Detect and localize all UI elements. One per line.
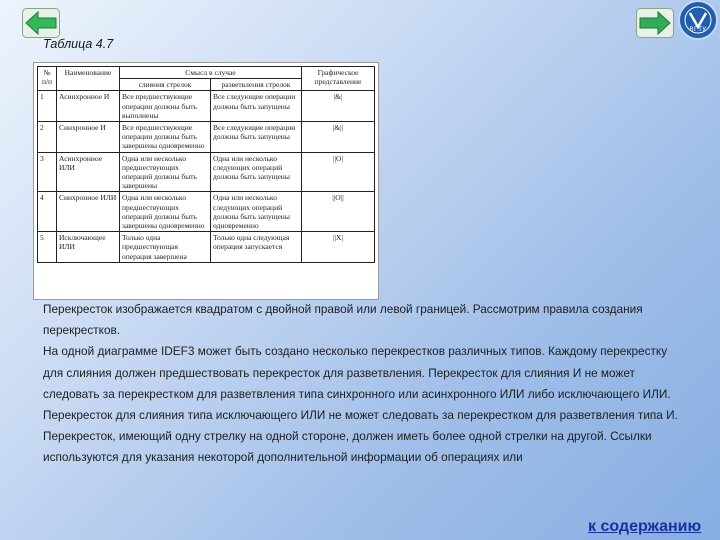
table-image — [33, 62, 379, 300]
cell-graphic: ||O| — [302, 152, 375, 192]
header-name: Наименование — [57, 67, 120, 91]
paragraph: Перекресток изображается квадратом с двойной правой или левой границей. Рассмотрим правила создания перекрестков. — [43, 302, 643, 338]
body-text — [43, 299, 683, 469]
paragraph: Перекресток для слияния типа исключающего ИЛИ не может следовать за перекрестком для разветвления типа И. — [43, 408, 678, 423]
cell-num: 4 — [38, 192, 57, 232]
header-graphic: Графическое представление — [302, 67, 375, 91]
cell-merge: Одна или несколько предшествующих операций должны быть завершены одновременно — [120, 192, 211, 232]
header-num: № п/п — [38, 67, 57, 91]
cell-num: 2 — [38, 122, 57, 153]
table-caption: Таблица 4.7 — [43, 37, 114, 51]
cell-merge: Одна или несколько предшествующих операций должны быть завершены — [120, 152, 211, 192]
cell-name: Синхронное И — [57, 122, 120, 153]
cell-name: Асинхронное ИЛИ — [57, 152, 120, 192]
cell-name: Асинхронное И — [57, 91, 120, 122]
cell-num: 1 — [38, 91, 57, 122]
table-row — [38, 152, 375, 192]
forward-arrow-icon[interactable] — [636, 8, 674, 38]
table-of-contents-link[interactable]: к содержанию — [588, 518, 702, 535]
cell-graphic: |&|| — [302, 122, 375, 153]
paragraph: На одной диаграмме IDEF3 может быть создано несколько перекрестков различных типов. Каждому перекрестку для слияния должен предшествовать перекресток для разветвления. Перекресток для слияния И не может следовать за перекрестком для разветвления типа синхронного или асинхронного ИЛИ либо исключающего ИЛИ. — [43, 344, 671, 401]
cell-num: 5 — [38, 232, 57, 263]
table-row — [38, 192, 375, 232]
cell-split: Одна или несколько следующих операций должны быть запущены — [211, 152, 302, 192]
paragraph: Перекресток, имеющий одну стрелку на одной стороне, должен иметь более одной стрелки на другой. Ссылки используются для указания некоторой дополнительной информации об операциях или — [43, 429, 652, 465]
table-row — [38, 91, 375, 122]
cell-graphic: |&| — [302, 91, 375, 122]
logo-text: ВГТУ — [689, 26, 707, 33]
cell-split: Все следующие операции должны быть запущены — [211, 91, 302, 122]
cell-merge: Все предшествующие операции должны быть завершены одновременно — [120, 122, 211, 153]
cell-graphic: ||O|| — [302, 192, 375, 232]
university-logo — [678, 0, 718, 40]
cell-name: Исключающее ИЛИ — [57, 232, 120, 263]
back-arrow-icon[interactable] — [22, 8, 60, 38]
junction-types-table — [37, 66, 375, 263]
table-row — [38, 232, 375, 263]
cell-split: Одна или несколько следующих операций должны быть запущены одновременно — [211, 192, 302, 232]
table-row — [38, 122, 375, 153]
cell-name: Синхронное ИЛИ — [57, 192, 120, 232]
cell-split: Все следующие операции должны быть запущены — [211, 122, 302, 153]
cell-merge: Все предшествующие операции должны быть выполнены — [120, 91, 211, 122]
header-merge: слияния стрелок — [120, 79, 211, 91]
header-split: разветвления стрелок — [211, 79, 302, 91]
cell-merge: Только одна предшествующая операция завершена — [120, 232, 211, 263]
cell-graphic: ||X| — [302, 232, 375, 263]
cell-num: 3 — [38, 152, 57, 192]
cell-split: Только одна следующая операция запускается — [211, 232, 302, 263]
header-meaning: Смысл в случае — [120, 67, 302, 79]
